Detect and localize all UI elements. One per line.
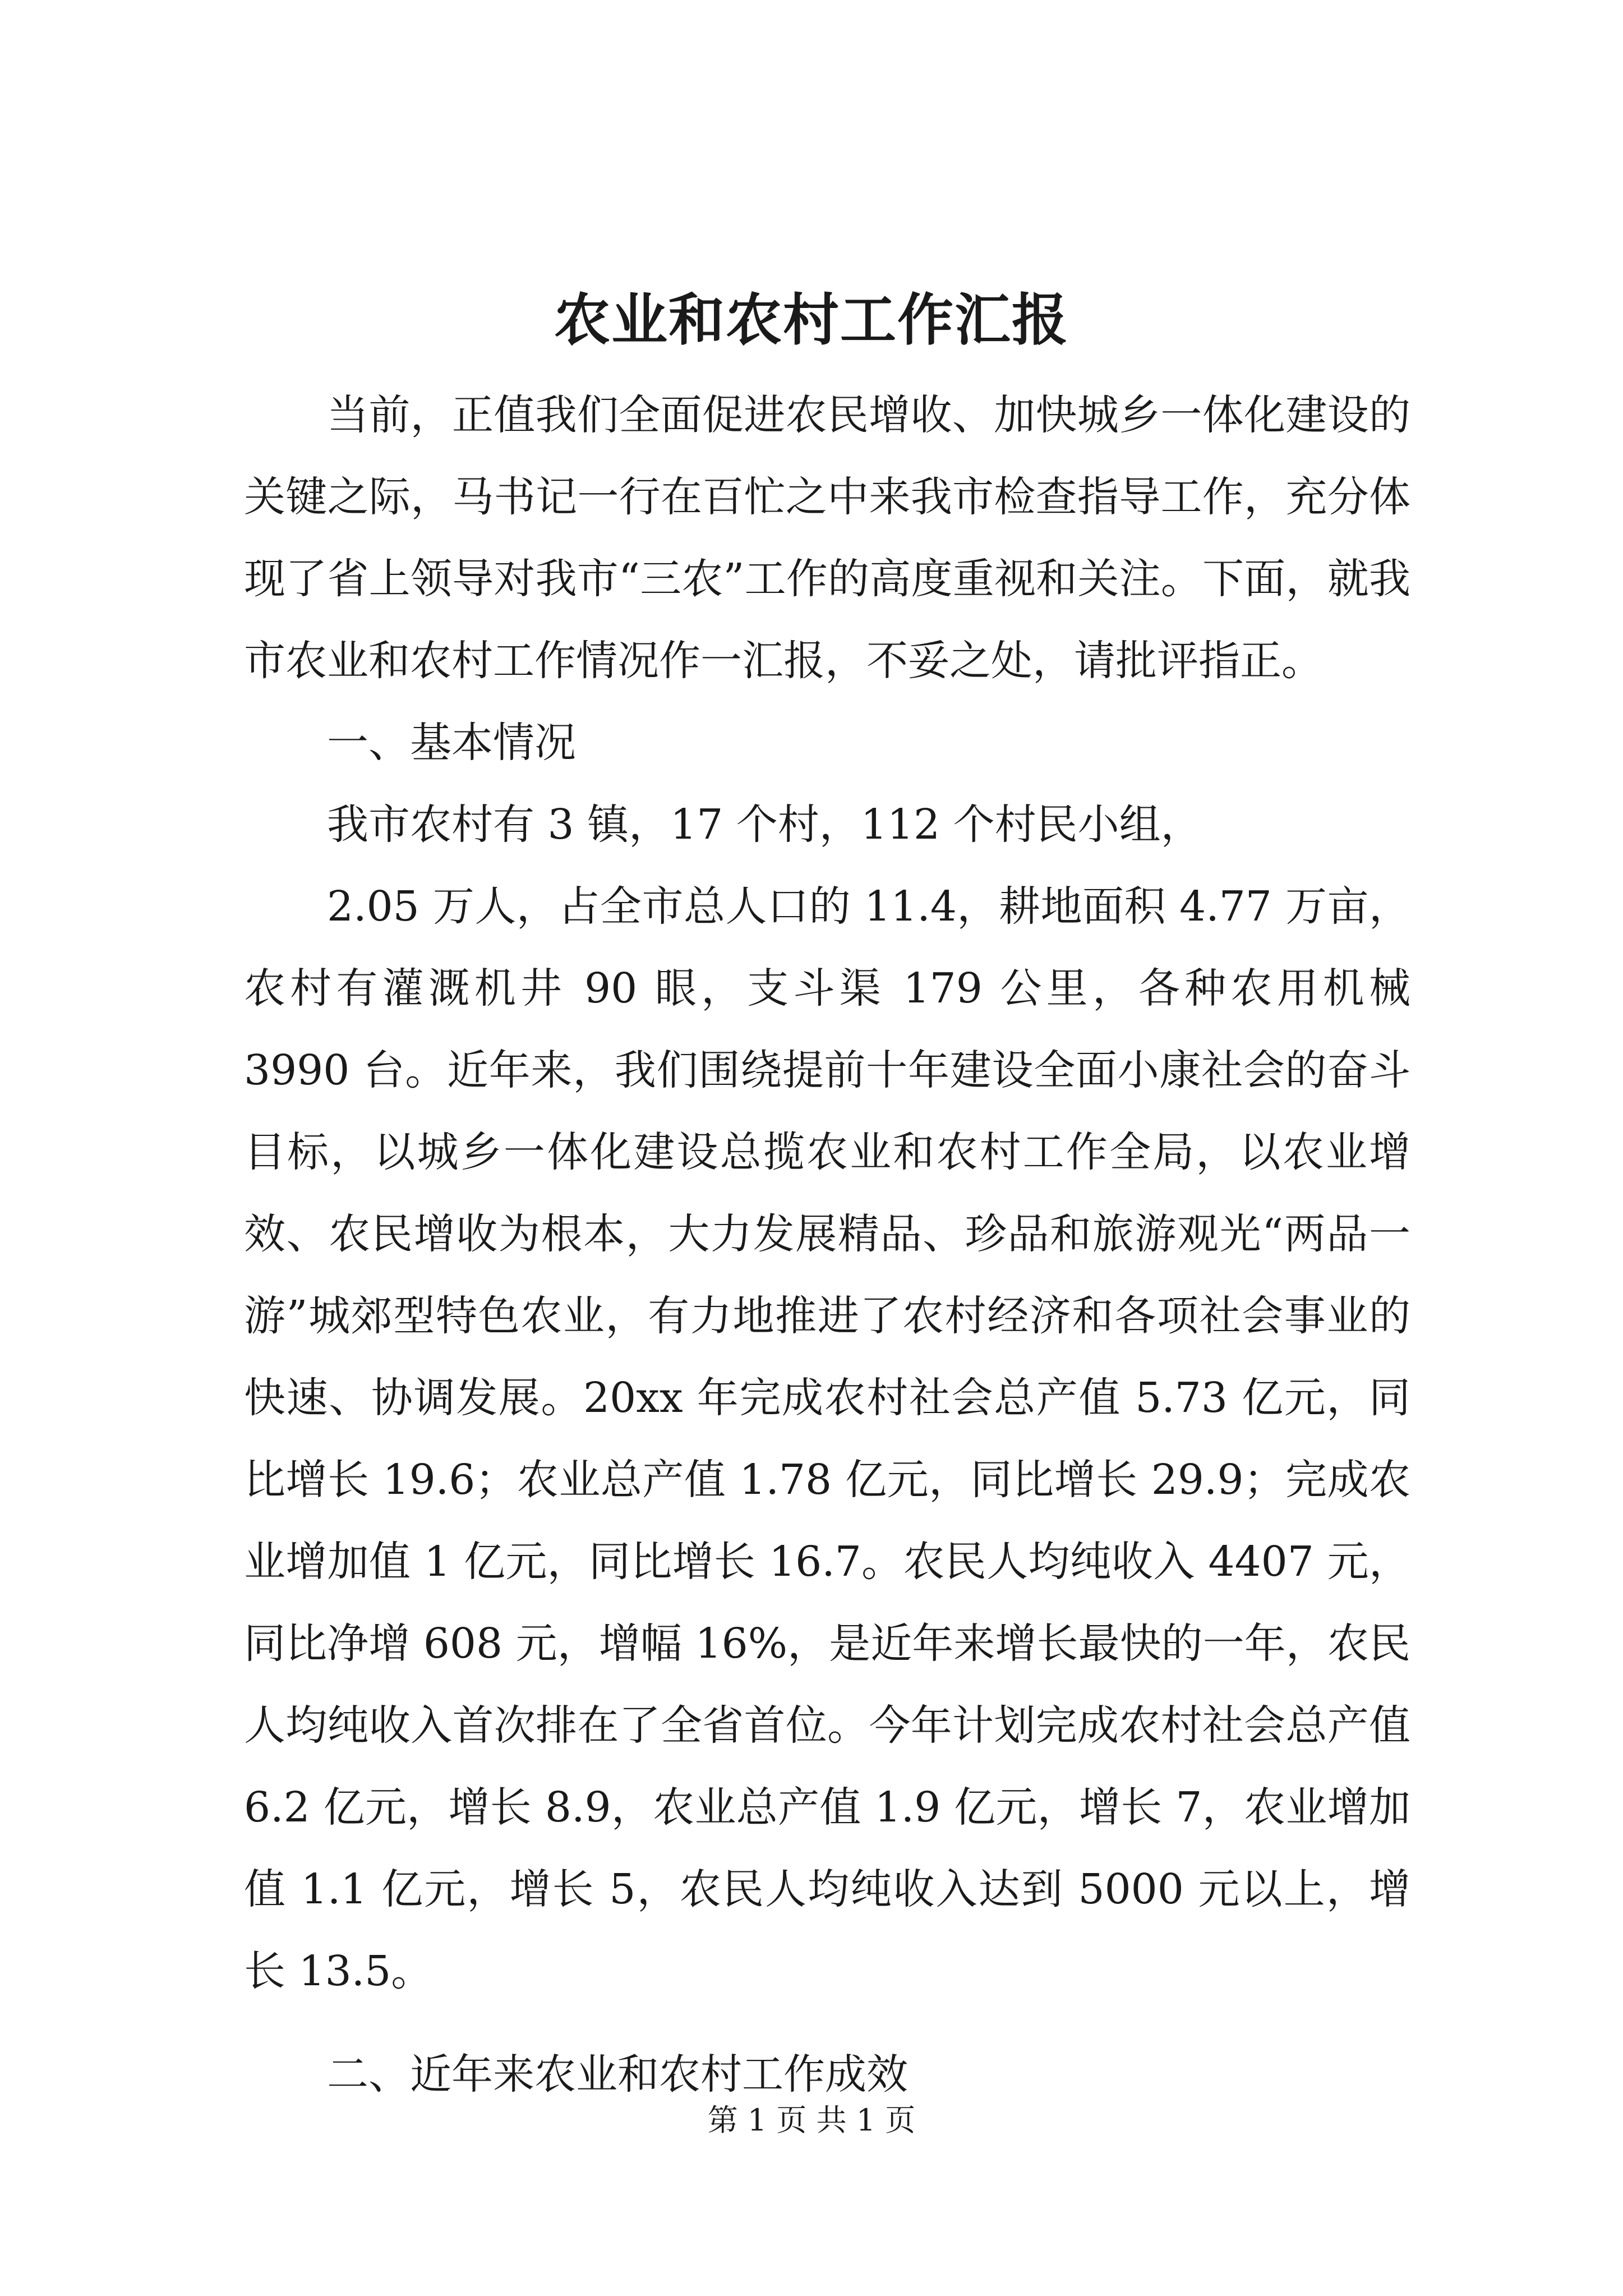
section-heading-basic: 一、基本情况 — [327, 719, 576, 767]
basic-info-paragraph: 2.05 万人，占全市总人口的 11.4，耕地面积 4.77 万亩，农村有灌溉机井 90 眼，支斗渠 179 公里，各种农用机械 3990 台。近年来，我们围绕提前十年建设全面小康社会的奋斗目标，以城乡一体化建设总揽农业和农村工作全局，以农业增效、农民增收为根本，大力发展精品、珍品和旅游观光“两品一游”城郊型特色农业，有力地推进了农村经济和各项社会事业的快速、协调发展。20xx 年完成农村社会总产值 5.73 亿元，同比增长 19.6；农业总产值 1.78 亿元，同比增长 29.9；完成农业增加值 1 亿元，同比增长 16.7。农民人均纯收入 4407 元，同比净增 608 元，增幅 16%，是近年来增长最快的一年，农民人均纯收入首次排在了全省首位。今年计划完成农村社会总产值 6.2 亿元，增长 8.9，农业总产值 1.9 亿元，增长 7，农业增加值 1.1 亿元，增长 5，农民人均纯收入达到 5000 元以上，增长 13.5。 — [244, 882, 1410, 1995]
section-heading-achievements: 二、近年来农业和农村工作成效 — [327, 2050, 908, 2099]
basic-info-line: 我市农村有 3 镇，17 个村，112 个村民小组， — [327, 800, 1202, 849]
intro-paragraph: 当前，正值我们全面促进农民增收、加快城乡一体化建设的关键之际，马书记一行在百忙之中来我市检查指导工作，充分体现了省上领导对我市“三农”工作的高度重视和关注。下面，就我市农业和农村工作情况作一汇报，不妥之处，请批评指正。 — [244, 391, 1410, 685]
page-footer: 第 1 页 共 1 页 — [707, 2102, 916, 2138]
document-title: 农业和农村工作汇报 — [554, 287, 1069, 353]
document-body — [244, 374, 1410, 2115]
